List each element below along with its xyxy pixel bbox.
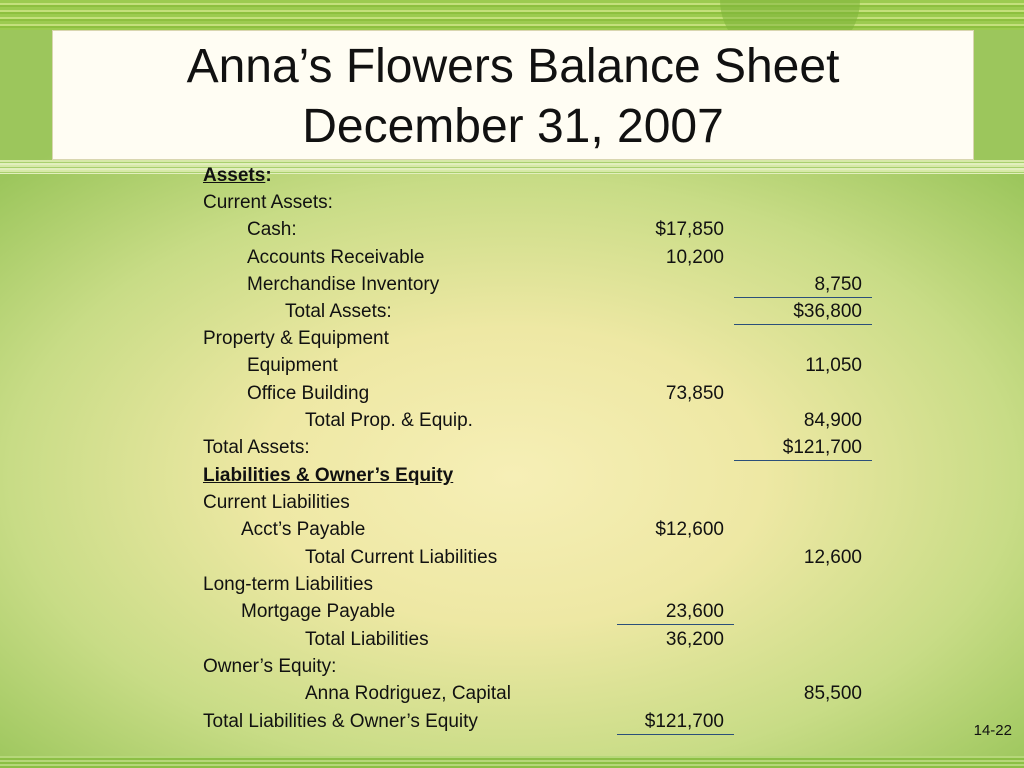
statement-row <box>0 271 1024 298</box>
row-label: Total Current Liabilities <box>305 547 498 568</box>
statement-row <box>0 216 1024 243</box>
statement-row <box>0 708 1024 735</box>
row-label: Property & Equipment <box>203 328 389 349</box>
amount-column-1: 23,600 <box>665 601 724 622</box>
statement-row <box>0 162 1024 189</box>
row-label: Accounts Receivable <box>247 247 425 268</box>
amount-column-1: $121,700 <box>644 711 724 732</box>
statement-row <box>0 380 1024 407</box>
row-label: Acct’s Payable <box>241 519 366 540</box>
row-label: Total Assets: <box>203 437 310 458</box>
row-label: Merchandise Inventory <box>247 274 440 295</box>
underline-rule <box>617 734 734 735</box>
amount-column-1: $17,850 <box>655 219 724 240</box>
amount-column-1: 36,200 <box>665 629 724 650</box>
slide-title: Anna’s Flowers Balance Sheet <box>186 40 840 93</box>
statement-row <box>0 626 1024 653</box>
title-box <box>52 30 974 160</box>
row-label: Anna Rodriguez, Capital <box>305 683 511 704</box>
statement-row <box>0 244 1024 271</box>
underline-rule <box>617 624 734 625</box>
row-label: Mortgage Payable <box>241 601 396 622</box>
statement-row <box>0 352 1024 379</box>
row-label: Total Liabilities <box>305 629 429 650</box>
amount-column-2: 8,750 <box>814 274 862 295</box>
statement-row <box>0 407 1024 434</box>
row-label: Owner’s Equity: <box>203 656 337 677</box>
statement-row <box>0 571 1024 598</box>
slide-number: 14-22 <box>973 722 1012 739</box>
top-decorative-band <box>0 0 1024 30</box>
statement-row <box>0 189 1024 216</box>
amount-column-1: $12,600 <box>655 519 724 540</box>
row-label: Current Assets: <box>203 192 333 213</box>
statement-row <box>0 489 1024 516</box>
amount-column-1: 73,850 <box>665 383 724 404</box>
bottom-decorative-band <box>0 756 1024 768</box>
amount-column-2: $121,700 <box>782 437 862 458</box>
row-label: Total Prop. & Equip. <box>305 410 473 431</box>
amount-column-1: 10,200 <box>665 247 724 268</box>
row-label: Cash: <box>247 219 297 240</box>
row-label <box>203 162 272 189</box>
slide-subtitle-date: December 31, 2007 <box>302 100 724 153</box>
amount-column-2: $36,800 <box>793 301 862 322</box>
row-label: Total Liabilities & Owner’s Equity <box>203 711 478 732</box>
amount-column-2: 11,050 <box>805 355 862 376</box>
statement-row <box>0 516 1024 543</box>
amount-column-2: 12,600 <box>803 547 862 568</box>
row-label: Equipment <box>247 355 338 376</box>
underline-rule <box>734 460 872 461</box>
statement-row <box>0 298 1024 325</box>
row-label: Long-term Liabilities <box>203 574 374 595</box>
amount-column-2: 84,900 <box>803 410 862 431</box>
statement-row <box>0 680 1024 707</box>
liabilities-heading: Liabilities & Owner’s Equity <box>203 465 454 486</box>
row-label: Current Liabilities <box>203 492 350 513</box>
statement-row <box>0 598 1024 625</box>
assets-heading: Assets <box>203 165 266 186</box>
statement-row <box>0 544 1024 571</box>
assets-heading-colon: : <box>265 165 272 186</box>
statement-row <box>0 462 1024 489</box>
statement-row <box>0 653 1024 680</box>
statement-row <box>0 434 1024 461</box>
row-label: Office Building <box>247 383 370 404</box>
row-label: Total Assets: <box>285 301 392 322</box>
statement-row <box>0 325 1024 352</box>
amount-column-2: 85,500 <box>803 683 862 704</box>
